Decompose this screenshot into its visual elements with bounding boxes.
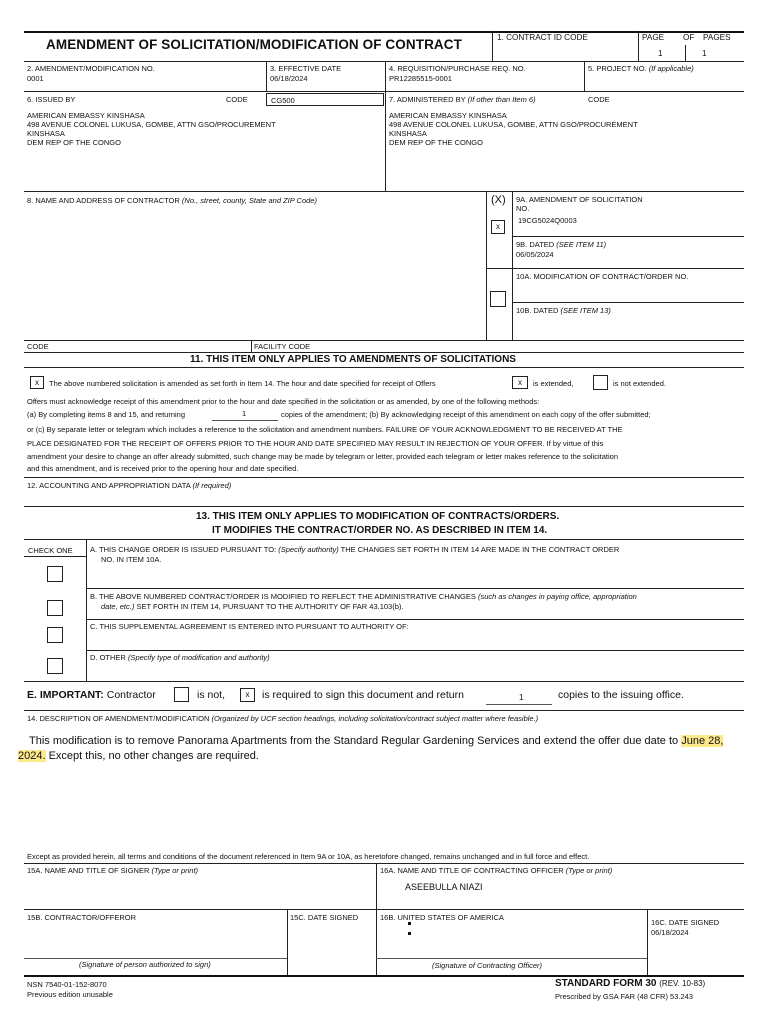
pages-label: PAGES bbox=[703, 33, 731, 42]
9b-label: 9B. DATED (SEE ITEM 11) bbox=[516, 240, 607, 249]
return-copies-value: 1 bbox=[519, 693, 524, 702]
item13-heading1: 13. THIS ITEM ONLY APPLIES TO MODIFICATION OF CONTRACTS/ORDERS. bbox=[196, 511, 560, 522]
issued-code-value: CG500 bbox=[271, 96, 295, 105]
extended-checkbox[interactable]: x bbox=[512, 376, 528, 389]
is-extended-label: is extended, bbox=[533, 379, 574, 388]
important-label: E. IMPORTANT: Contractor bbox=[27, 689, 156, 701]
form-title: AMENDMENT OF SOLICITATION/MODIFICATION OF CONTRACT bbox=[46, 37, 462, 52]
15c-label: 15C. DATE SIGNED bbox=[290, 913, 359, 922]
item13b-text2: date, etc.) SET FORTH IN ITEM 14, PURSUANT TO THE AUTHORITY OF FAR 43.103(b). bbox=[101, 602, 404, 611]
10a-label: 10A. MODIFICATION OF CONTRACT/ORDER NO. bbox=[516, 272, 689, 281]
15a-label: 15A. NAME AND TITLE OF SIGNER (Type or print) bbox=[27, 866, 199, 875]
standard-form-label: STANDARD FORM 30 (REV. 10-83) bbox=[555, 978, 706, 989]
effective-date-label: 3. EFFECTIVE DATE bbox=[270, 64, 342, 73]
item14-label: 14. DESCRIPTION OF AMENDMENT/MODIFICATION (Organized by UCF section headings, including solicitation/contract subject matter where feasible.) bbox=[27, 714, 539, 723]
15b-label: 15B. CONTRACTOR/OFFEROR bbox=[27, 913, 137, 922]
item13b-text: B. THE ABOVE NUMBERED CONTRACT/ORDER IS MODIFIED TO REFLECT THE ADMINISTRATIVE CHANGES (such as changes in paying office, appropriation bbox=[90, 592, 637, 601]
item13-heading2: IT MODIFIES THE CONTRACT/ORDER NO. AS DESCRIBED IN ITEM 14. bbox=[212, 525, 548, 536]
9a-checkbox[interactable]: x bbox=[491, 220, 505, 234]
item13a-text2: NO. IN ITEM 10A. bbox=[101, 555, 162, 564]
item13d-text: D. OTHER (Specify type of modification and authority) bbox=[90, 653, 270, 662]
contractor-code-label: CODE bbox=[27, 342, 49, 351]
is-required-label: is required to sign this document and return bbox=[262, 689, 464, 701]
item11-line7: and this amendment, and is received prior to the opening hour and date specified. bbox=[27, 464, 299, 473]
amendment-no-value: 0001 bbox=[27, 74, 44, 83]
project-no-label: 5. PROJECT NO. (If applicable) bbox=[588, 64, 694, 73]
item13c-checkbox[interactable] bbox=[47, 627, 63, 643]
9a-label: 9A. AMENDMENT OF SOLICITATION NO. bbox=[516, 195, 643, 213]
item11-line6: amendment your desire to change an offer already submitted, such change may be made by telegram or letter, provided each telegram or letter makes reference to the solicitation bbox=[27, 452, 619, 461]
prescribed-by: Prescribed by GSA FAR (48 CFR) 53.243 bbox=[555, 992, 693, 1001]
copies-value: 1 bbox=[242, 409, 247, 418]
16b-label: 16B. UNITED STATES OF AMERICA bbox=[380, 913, 504, 922]
item11-heading: 11. THIS ITEM ONLY APPLIES TO AMENDMENTS OF SOLICITATIONS bbox=[190, 354, 516, 365]
not-extended-label: is not extended. bbox=[613, 379, 666, 388]
item11-line3b: copies of the amendment; (b) By acknowledging receipt of this amendment on each copy of the offer submitted; bbox=[281, 410, 651, 419]
item11-line1: The above numbered solicitation is amended as set forth in Item 14. The hour and date specified for receipt of Offers bbox=[49, 379, 436, 388]
16c-label: 16C. DATE SIGNED bbox=[651, 918, 720, 927]
previous-edition: Previous edition unusable bbox=[27, 990, 113, 999]
item14-description: This modification is to remove Panorama Apartments from the Standard Regular Gardening Services and extend the offer due date to June 28, 2024. Except this, no other changes are required. bbox=[18, 735, 724, 762]
check-one-label: CHECK ONE bbox=[28, 546, 73, 555]
10a-checkbox[interactable] bbox=[490, 291, 506, 307]
is-required-checkbox[interactable]: x bbox=[240, 688, 255, 702]
signature-mark-2 bbox=[408, 932, 411, 935]
item11-line3a: (a) By completing items 8 and 15, and returning bbox=[27, 410, 186, 419]
item11-line4: or (c) By separate letter or telegram which includes a reference to the solicitation and amendment numbers. FAILURE OF YOUR ACKNOWLEDGMENT TO BE RECEIVED AT THE bbox=[27, 425, 623, 434]
item12-label: 12. ACCOUNTING AND APPROPRIATION DATA (If required) bbox=[27, 481, 232, 490]
page-value: 1 bbox=[658, 49, 663, 58]
item11-line2: Offers must acknowledge receipt of this amendment prior to the hour and date specified in the solicitation or as amended, by one of the following methods: bbox=[27, 397, 540, 406]
16c-value: 06/18/2024 bbox=[651, 928, 689, 937]
nsn-number: NSN 7540-01-152-8070 bbox=[27, 980, 107, 989]
facility-code-label: FACILITY CODE bbox=[254, 342, 311, 351]
signature-person-label: (Signature of person authorized to sign) bbox=[79, 960, 211, 969]
requisition-value: PR12285515-0001 bbox=[389, 74, 452, 83]
16a-value: ASEEBULLA NIAZI bbox=[405, 882, 483, 892]
requisition-label: 4. REQUISITION/PURCHASE REQ. NO. bbox=[389, 64, 526, 73]
except-text: Except as provided herein, all terms and conditions of the document referenced in Item 9A or 10A, as heretofore changed, remains unchanged and in full force and effect. bbox=[27, 852, 590, 861]
16a-label: 16A. NAME AND TITLE OF CONTRACTING OFFICER (Type or print) bbox=[380, 866, 613, 875]
effective-date-value: 06/18/2024 bbox=[270, 74, 308, 83]
copies-to-label: copies to the issuing office. bbox=[558, 689, 684, 701]
9b-value: 06/05/2024 bbox=[516, 250, 554, 259]
10b-label: 10B. DATED (SEE ITEM 13) bbox=[516, 306, 611, 315]
x-column-label: (X) bbox=[491, 194, 506, 206]
amendment-no-label: 2. AMENDMENT/MODIFICATION NO. bbox=[27, 64, 155, 73]
issued-address: AMERICAN EMBASSY KINSHASA 498 AVENUE COLONEL LUKUSA, GOMBE, ATTN GSO/PROCUREMENT KINSHASA DEM REP OF THE CONGO bbox=[27, 111, 276, 147]
signature-officer-label: (Signature of Contracting Officer) bbox=[432, 961, 543, 970]
item13b-checkbox[interactable] bbox=[47, 600, 63, 616]
issued-code-label: CODE bbox=[226, 95, 248, 104]
page-label: PAGE bbox=[642, 33, 665, 42]
pages-value: 1 bbox=[702, 49, 707, 58]
is-not-checkbox[interactable] bbox=[174, 687, 189, 702]
admin-code-label: CODE bbox=[588, 95, 610, 104]
issued-by-label: 6. ISSUED BY bbox=[27, 95, 76, 104]
item13a-text: A. THIS CHANGE ORDER IS ISSUED PURSUANT TO: (Specify authority) THE CHANGES SET FORTH IN ITEM 14 ARE MADE IN THE CONTRACT ORDER bbox=[90, 545, 620, 554]
item11-checkbox[interactable]: x bbox=[30, 376, 44, 389]
of-label: OF bbox=[683, 33, 695, 42]
administered-address: AMERICAN EMBASSY KINSHASA 498 AVENUE COLONEL LUKUSA, GOMBE, ATTN GSO/PROCUREMENT KINSHASA DEM REP OF THE CONGO bbox=[389, 111, 638, 147]
contract-id-label: 1. CONTRACT ID CODE bbox=[497, 33, 588, 42]
is-not-label: is not, bbox=[197, 689, 226, 701]
item13a-checkbox[interactable] bbox=[47, 566, 63, 582]
item13c-text: C. THIS SUPPLEMENTAL AGREEMENT IS ENTERED INTO PURSUANT TO AUTHORITY OF: bbox=[90, 622, 409, 631]
item11-line5: PLACE DESIGNATED FOR THE RECEIPT OF OFFERS PRIOR TO THE HOUR AND DATE SPECIFIED MAY RESULT IN REJECTION OF YOUR OFFER. If by virtue of this bbox=[27, 439, 604, 448]
signature-mark-1 bbox=[408, 922, 411, 925]
administered-by-label: 7. ADMINISTERED BY (If other than Item 6) bbox=[389, 95, 536, 104]
not-extended-checkbox[interactable] bbox=[593, 375, 608, 390]
contractor-label: 8. NAME AND ADDRESS OF CONTRACTOR (No., street, county, State and ZIP Code) bbox=[27, 196, 317, 205]
item13d-checkbox[interactable] bbox=[47, 658, 63, 674]
9a-value: 19CG5024Q0003 bbox=[518, 216, 577, 225]
